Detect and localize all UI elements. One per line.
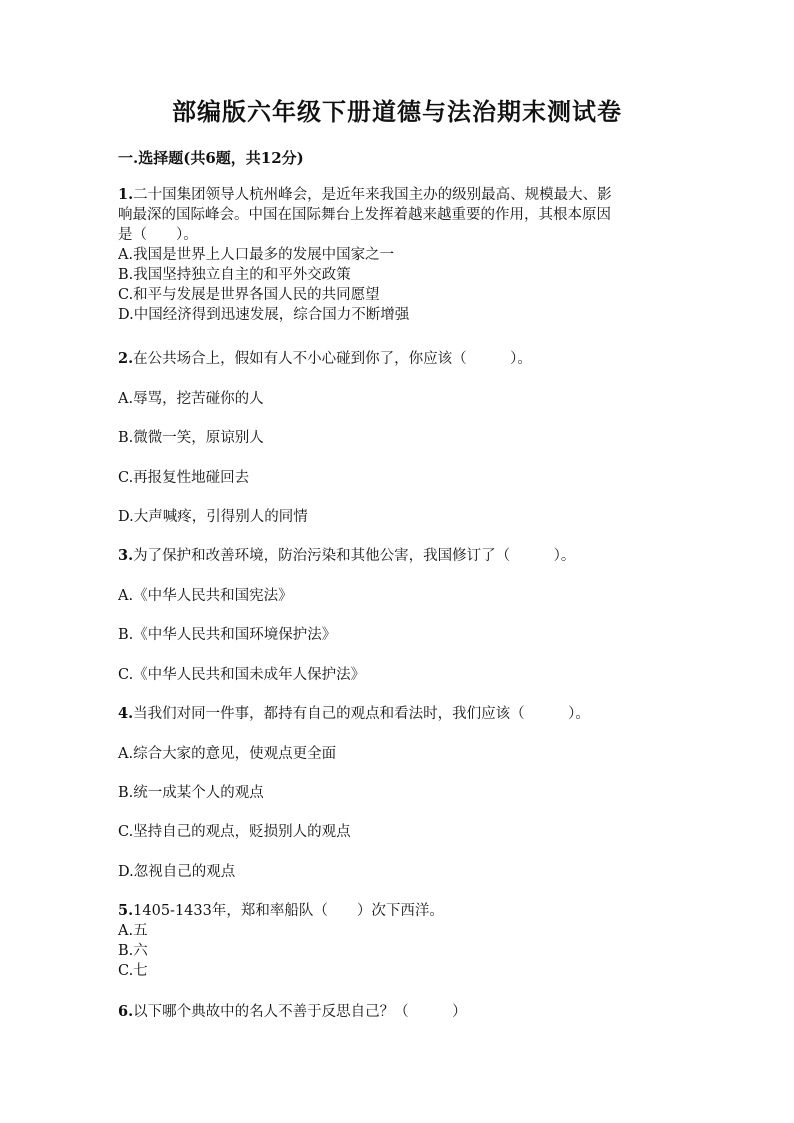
question-text-line: 是（ ）。 [118, 227, 198, 243]
question-2 [118, 349, 678, 369]
option-a: A.《中华人民共和国宪法》 [118, 588, 293, 604]
question-text: 当我们对同一件事，都持有自己的观点和看法时，我们应该（ ）。 [133, 706, 590, 722]
option-c: C.和平与发展是世界各国人民的共同愿望 [118, 287, 380, 303]
option-d: D.中国经济得到迅速发展，综合国力不断增强 [118, 307, 410, 323]
question-text-line: 二十国集团领导人杭州峰会，是近年来我国主办的级别最高、规模最大、影 [133, 187, 612, 203]
option-b: B.微微一笑，原谅别人 [118, 430, 264, 446]
option-a: A.辱骂，挖苦碰你的人 [118, 391, 264, 407]
option-d: D.大声喊疼，引得别人的同情 [118, 509, 308, 525]
question-text: 在公共场合上，假如有人不小心碰到你了，你应该（ ）。 [133, 351, 532, 367]
question-number: 3. [118, 547, 134, 564]
option-a: A.综合大家的意见，使观点更全面 [118, 746, 337, 762]
question-number: 2. [118, 350, 134, 367]
option-a: A.我国是世界上人口最多的发展中国家之一 [118, 247, 395, 263]
option-d: D.忽视自己的观点 [118, 864, 236, 880]
option-b: B.我国坚持独立自主的和平外交政策 [118, 267, 351, 283]
option-c: C.七 [118, 963, 148, 979]
option-c: C.《中华人民共和国未成年人保护法》 [118, 667, 366, 683]
question-number: 5. [118, 902, 134, 919]
section-heading: 一.选择题(共6题，共12分) [118, 149, 304, 167]
question-text: 1405-1433年，郑和率船队（ ）次下西洋。 [133, 903, 444, 919]
question-number: 6. [118, 1003, 134, 1020]
question-number: 1. [118, 186, 134, 203]
option-c: C.坚持自己的观点，贬损别人的观点 [118, 824, 351, 840]
question-text-line: 响最深的国际峰会。中国在国际舞台上发挥着越来越重要的作用，其根本原因 [118, 207, 611, 223]
page-title: 部编版六年级下册道德与法治期末测试卷 [172, 97, 622, 126]
option-c: C.再报复性地碰回去 [118, 470, 250, 486]
option-b: B.统一成某个人的观点 [118, 785, 264, 801]
question-6 [118, 1002, 678, 1022]
question-1 [118, 185, 678, 325]
question-number: 4. [118, 705, 134, 722]
option-b: B.《中华人民共和国环境保护法》 [118, 627, 337, 643]
question-3 [118, 546, 678, 566]
option-a: A.五 [118, 923, 148, 939]
option-b: B.六 [118, 943, 148, 959]
question-5 [118, 901, 678, 981]
question-4 [118, 704, 678, 724]
question-text: 以下哪个典故中的名人不善于反思自己？（ ） [133, 1004, 467, 1020]
question-text: 为了保护和改善环境，防治污染和其他公害，我国修订了（ ）。 [133, 548, 576, 564]
